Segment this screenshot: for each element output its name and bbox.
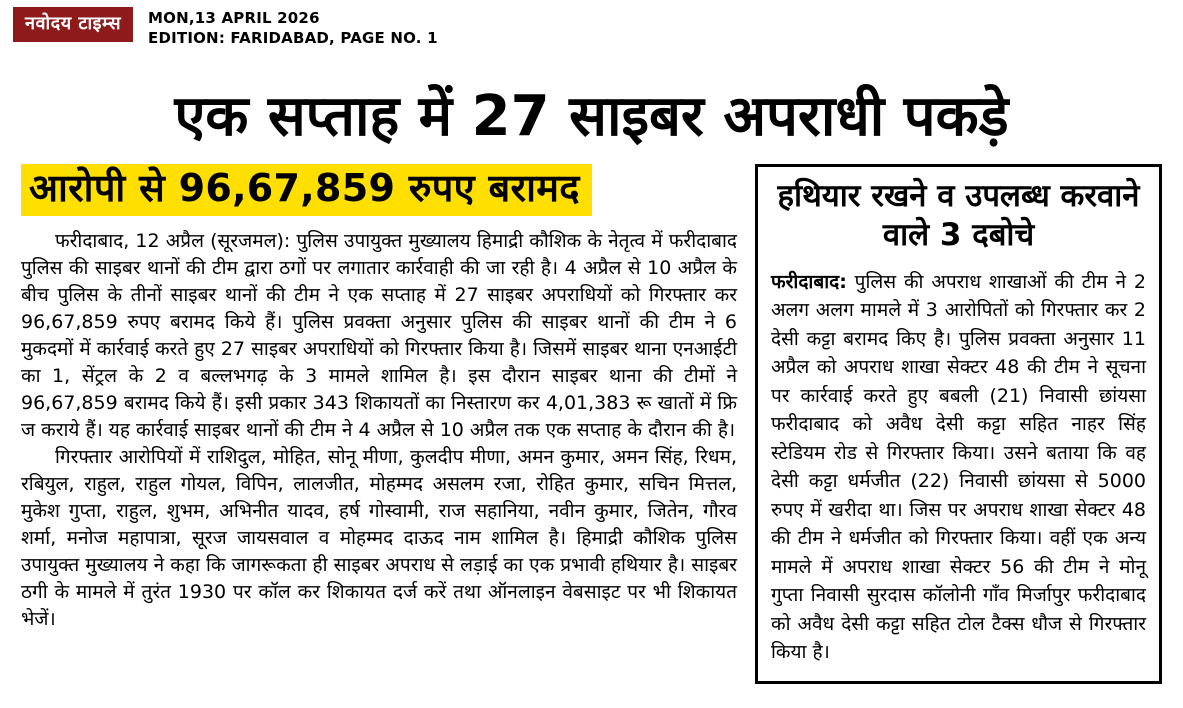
subheadline-row	[21, 164, 737, 217]
right-article-headline: हथियार रखने व उपलब्ध करवाने वाले 3 दबोचे	[777, 177, 1140, 254]
dateline-lead: फरीदाबाद:	[771, 270, 847, 293]
content-columns	[0, 164, 1183, 684]
masthead	[0, 0, 1183, 56]
article-paragraph-1: फरीदाबाद, 12 अप्रैल (सूरजमल): पुलिस उपायुक्त मुख्यालय हिमाद्री कौशिक के नेतृत्व में फरीदाबाद पुलिस की साइबर थानों की टीम द्वारा ठगों पर लगातार कार्रवाही की जा रही है। 4 अप्रैल से 10 अप्रैल के बीच पुलिस के तीनों साइबर थानों की टीम ने एक सप्ताह में 27 साइबर अपराधियों को गिरफ्तार कर 96,67,859 रुपए बरामद किये हैं। पुलिस प्रवक्ता अनुसार पुलिस की साइबर थानों की टीम ने 6 मुकदमों में कार्रवाई करते हुए 27 साइबर अपराधियों को गिरफ्तार किया है। जिसमें साइबर थाना एनआईटी का 1, सेंट्रल के 2 व बल्लभगढ़ के 3 मामले शामिल है। इस दौरान साइबर थाना की टीमों ने 96,67,859 बरामद किये हैं। इसी प्रकार 343 शिकायतों का निस्तारण कर 4,01,383 रू खातों में फ्रि ज कराये हैं। यह कार्रवाई साइबर थानों की टीम ने 4 अप्रैल से 10 अप्रैल तक एक सप्ताह के दौरान की है।	[21, 230, 737, 442]
edition-meta	[148, 7, 438, 49]
newspaper-logo: नवोदय टाइम्स	[13, 7, 133, 42]
main-headline: एक सप्ताह में 27 साइबर अपराधी पकड़े	[174, 84, 1009, 149]
article-paragraph-2: गिरफ्तार आरोपियों में राशिदुल, मोहित, सोनू मीणा, कुलदीप मीणा, अमन कुमार, अमन सिंह, रिधम, रबियुल, राहुल, राहुल गोयल, विपिन, लालजीत, मोहम्मद असलम रजा, रोहित कुमार, सचिन मित्तल, मुकेश गुप्ता, राहुल, शुभम, अभिनीत यादव, हर्ष गोस्वामी, राज सहानिया, नवीन कुमार, जितेन, गौरव शर्मा, मनोज महापात्रा, सूरज जायसवाल व मोहम्मद दाऊद नाम शामिल है। हिमाद्री कौशिक पुलिस उपायुक्त मुख्यालय ने कहा कि जागरूकता ही साइबर अपराध से लड़ाई का एक प्रभावी हथियार है। साइबर ठगी के मामले में तुरंत 1930 पर कॉल कर शिकायत दर्ज करें तथा ऑनलाइन वेबसाइट पर भी शिकायत भेजें।	[21, 446, 737, 631]
right-article-body	[771, 268, 1146, 667]
date-line: MON,13 APRIL 2026	[148, 9, 320, 27]
subheadline-highlight: आरोपी से 96,67,859 रुपए बरामद	[21, 164, 592, 217]
edition-line: EDITION: FARIDABAD, PAGE NO. 1	[148, 29, 438, 48]
left-article	[21, 164, 737, 634]
right-article-box	[755, 164, 1162, 684]
right-article-text: पुलिस की अपराध शाखाओं की टीम ने 2 अलग अलग मामले में 3 आरोपितों को गिरफ्तार कर 2 देसी कट्टा बरामद किए है। पुलिस प्रवक्ता अनुसार 11 अप्रैल को अपराध शाखा सेक्टर 48 की टीम ने सूचना पर कार्रवाई करते हुए बबली (21) निवासी छांयसा फरीदाबाद को अवैध देसी कट्टा सहित नाहर सिंह स्टेडियम रोड से गिरफ्तार किया। उसने बताया कि वह देसी कट्टा धर्मजीत (22) निवासी छांयसा से 5000 रुपए में खरीदा था। जिस पर अपराध शाखा सेक्टर 48 की टीम ने धर्मजीत को गिरफ्तार किया। वहीं एक अन्य मामले में अपराध शाखा सेक्टर 56 की टीम ने मोनू गुप्ता निवासी सुरदास कॉलोनी गाँव मिर्जापुर फरीदाबाद को अवैध देसी कट्टा सहित टोल टैक्स धौज से गिरफ्तार किया है।	[771, 270, 1146, 664]
